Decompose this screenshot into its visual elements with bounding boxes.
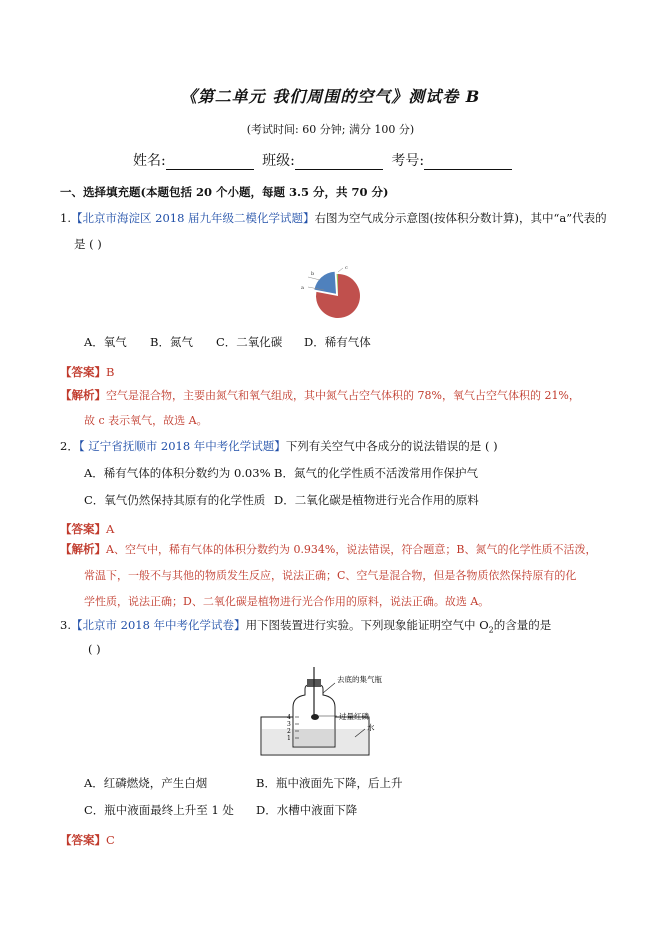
q2-analysis-line1: A、空气中，稀有气体的体积分数约为 0.934%，说法错误，符合题意；B、氮气的化学性质不活泼， — [106, 543, 597, 556]
class-label: 班级: — [262, 153, 295, 169]
name-label: 姓名: — [133, 153, 166, 169]
label-phosphorus: 过量红磷 — [339, 712, 369, 721]
q3-stem — [60, 617, 551, 634]
q1-analysis-line2: 故 c 表示氧气，故选 A。 — [84, 414, 208, 427]
q3-answer-value: C — [106, 833, 115, 847]
class-blank[interactable] — [295, 155, 383, 170]
scale-mark-2: 2 — [287, 728, 291, 735]
q1-number: 1. — [60, 211, 71, 225]
q1-stem-text: 右图为空气成分示意图(按体积分数计算)，其中“a”代表的 — [314, 211, 607, 225]
student-info-row — [133, 150, 516, 170]
q1-pie-chart — [296, 262, 366, 324]
q3-apparatus-figure — [255, 667, 405, 763]
pie-slice-b — [337, 274, 338, 296]
q2-answer — [60, 518, 114, 537]
bottle-water — [294, 729, 334, 746]
q3-stem-text: 用下图装置进行实验。下列现象能证明空气中 O — [245, 618, 489, 632]
q2-source: 【 辽宁省抚顺市 2018 年中考化学试题】 — [78, 439, 286, 453]
scale-mark-3: 3 — [287, 721, 291, 728]
q2-option-d[interactable]: D．二氧化碳是植物进行光合作用的原料 — [274, 493, 479, 507]
q1-option-b[interactable]: B．氮气 — [150, 335, 193, 349]
q1-label-c: c — [345, 265, 348, 271]
q2-analysis — [60, 541, 596, 557]
q3-answer — [60, 829, 115, 848]
q3-option-d[interactable]: D．水槽中液面下降 — [256, 803, 358, 817]
q2-analysis-line3: 学性质，说法正确；D、二氧化碳是植物进行光合作用的原料，说法正确。故选 A。 — [84, 595, 490, 608]
red-phosphorus — [311, 714, 319, 720]
analysis-tag: 【解析】 — [60, 388, 106, 402]
q2-number: 2． — [60, 439, 79, 453]
number-label: 考号: — [391, 153, 425, 169]
section-heading: 一、选择填充题(本题包括 20 个小题，每题 3.5 分，共 70 分) — [60, 185, 389, 199]
q1-stem-cont: 是 ( ) — [74, 237, 102, 251]
pie-slice-c — [314, 272, 336, 294]
number-blank[interactable] — [424, 155, 512, 170]
answer-tag: 【答案】 — [60, 365, 106, 379]
scale-mark-4: 4 — [287, 714, 291, 721]
analysis-tag: 【解析】 — [60, 542, 106, 556]
q2-stem — [60, 438, 498, 454]
q1-option-a[interactable]: A．氧气 — [84, 335, 127, 349]
q3-option-b[interactable]: B．瓶中液面先下降，后上升 — [256, 776, 403, 790]
q3-number: 3. — [60, 618, 71, 632]
q1-label-b: b — [311, 271, 315, 277]
q1-answer — [60, 361, 114, 380]
name-blank[interactable] — [166, 155, 254, 170]
q1-leader-c — [338, 268, 343, 272]
q1-analysis-line1: 空气是混合物，主要由氮气和氧气组成，其中氮气占空气体积的 78%，氧气占空气体积的 21%， — [106, 389, 580, 402]
q3-option-a[interactable]: A．红磷燃烧，产生白烟 — [84, 776, 208, 790]
q2-stem-text: 下列有关空气中各成分的说法错误的是 ( ) — [285, 439, 498, 453]
q1-answer-value: B — [106, 365, 115, 379]
label-water: 水 — [367, 723, 375, 732]
q3-subscript: 2 — [488, 625, 494, 635]
q1-analysis — [60, 387, 580, 403]
q1-stem — [60, 210, 607, 226]
q1-leader-b — [308, 277, 320, 280]
q3-option-c[interactable]: C．瓶中液面最终上升至 1 处 — [84, 803, 234, 817]
q3-stem-cont: ( ) — [88, 642, 101, 656]
q2-option-b[interactable]: B．氮气的化学性质不活泼常用作保护气 — [274, 466, 478, 480]
leader-bottle — [323, 683, 335, 693]
q3-source: 【北京市 2018 年中考化学试卷】 — [70, 618, 246, 632]
q2-option-c[interactable]: C．氧气仍然保持其原有的化学性质 — [84, 493, 266, 507]
q1-label-a: a — [301, 285, 304, 291]
q2-answer-value: A — [106, 522, 115, 536]
q1-option-d[interactable]: D．稀有气体 — [304, 335, 371, 349]
scale-mark-1: 1 — [287, 735, 291, 742]
q1-source: 【北京市海淀区 2018 届九年级二模化学试题】 — [70, 211, 315, 225]
exam-meta: (考试时间: 60 分钟; 满分 100 分) — [246, 123, 415, 136]
label-bottle: 去底的集气瓶 — [337, 675, 382, 684]
page-title: 《第二单元 我们周围的空气》测试卷 B — [180, 87, 481, 106]
q1-option-c[interactable]: C．二氧化碳 — [216, 335, 283, 349]
answer-tag: 【答案】 — [60, 833, 106, 847]
q3-stem-tail: 的含量的是 — [493, 618, 552, 632]
answer-tag: 【答案】 — [60, 522, 106, 536]
q2-analysis-line2: 常温下，一般不与其他的物质发生反应，说法正确；C、空气是混合物，但是各物质依然保持原有的化 — [84, 569, 577, 582]
q2-option-a[interactable]: A．稀有气体的体积分数约为 0.03% — [84, 466, 271, 480]
